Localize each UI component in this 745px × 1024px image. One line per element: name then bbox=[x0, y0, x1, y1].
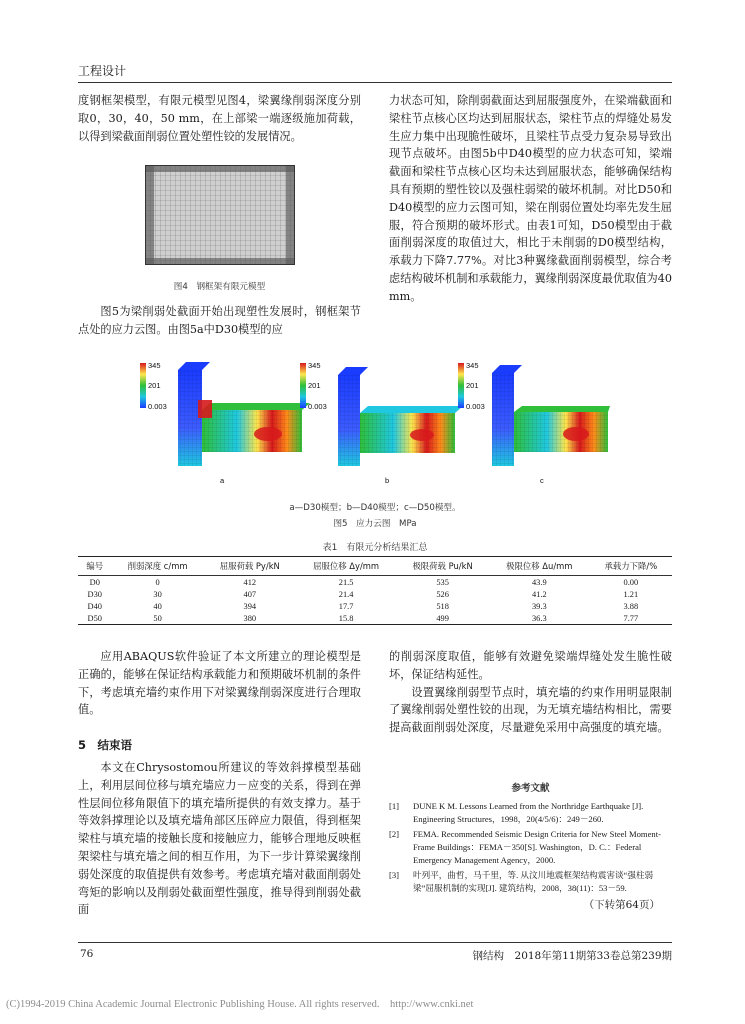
left-column-fig5-text bbox=[78, 303, 361, 339]
journal-info: 钢结构 2018年第11期第33卷总第239期 bbox=[472, 950, 672, 962]
abaqus-paragraph: 应用ABAQUS软件验证了本文所建立的理论模型是正确的，能够在保证结构承载能力和预期破坏机制的条件下，考虑填充墙约束作用下对梁翼缘削弱深度进行合理取值。 bbox=[78, 650, 361, 717]
cell-yield-load: 394 bbox=[243, 601, 257, 611]
copyright-watermark: (C)1994-2019 China Academic Journal Electronic Publishing House. All rights reserved. http://www.cnki.net bbox=[6, 999, 474, 1010]
figure-4-caption: 图4 钢框架有限元模型 bbox=[173, 282, 266, 292]
cell-ultimate-load: 526 bbox=[436, 589, 449, 599]
cell-ultimate-disp: 36.3 bbox=[531, 613, 547, 623]
figure-5b-contour bbox=[300, 361, 463, 485]
cell-yield-disp: 17.7 bbox=[338, 601, 354, 611]
cell-id: D40 bbox=[87, 601, 102, 611]
setting-paragraph: 设置翼缘削弱型节点时，填充墙的约束作用明显限制了翼缘削弱处塑性铰的出现，为无填充墙结构相比，需要提高截面削弱处深度，尽量避免采用中高强度的填充墙。 bbox=[389, 685, 672, 735]
results-table bbox=[78, 557, 672, 624]
cell-ultimate-load: 518 bbox=[436, 601, 449, 611]
col-header-id: 编号 bbox=[78, 557, 112, 576]
cell-capacity-drop: 3.88 bbox=[623, 601, 639, 611]
cell-depth: 50 bbox=[153, 613, 162, 623]
cell-ultimate-disp: 43.9 bbox=[531, 577, 547, 587]
panel-label-c: c bbox=[540, 476, 544, 485]
lower-right-column bbox=[389, 648, 672, 737]
reference-number: [1] bbox=[389, 801, 400, 811]
lower-left-column bbox=[78, 648, 361, 919]
legend-max-a: 345 bbox=[148, 361, 161, 370]
reference-item bbox=[389, 828, 672, 867]
cell-depth: 30 bbox=[153, 589, 162, 599]
figure-5 bbox=[140, 355, 610, 485]
figure-4-mesh bbox=[145, 165, 295, 265]
panel-label-b: b bbox=[385, 476, 390, 485]
legend-min-c: 0.003 bbox=[466, 402, 485, 411]
table-header-row bbox=[78, 557, 672, 576]
references-list bbox=[389, 800, 672, 895]
stress-analysis-paragraph: 力状态可知，除削弱截面达到屈服强度外，在梁端截面和梁柱节点核心区均达到屈服状态，梁柱节点的焊缝处易发生应力集中出现脆性破坏，且梁柱节点受力复杂易导致出现节点破坏。由图5b中D40模型的应力状态可知，梁端截面和梁柱节点核心区均未达到屈服状态，能够确保结构具有预期的塑性铰以及强柱弱梁的破坏机制。对比D50和D40模型的应力云图可知，梁在削弱位置处均率先发生屈服，符合预期的破坏形式。由表1可知，D50模型由于截面削弱深度的取值过大，相比于未削弱的D0模型结构，承载力下降7.77%。对比3种翼缘截面削弱模型，综合考虑结构破坏机制和承载能力，翼缘削弱深度最优取值为40 mm。 bbox=[389, 94, 672, 303]
legend-mid-c: 201 bbox=[466, 381, 479, 390]
table-1 bbox=[78, 556, 672, 625]
legend-mid-b: 201 bbox=[308, 381, 321, 390]
cell-depth: 0 bbox=[155, 577, 160, 587]
header-rule bbox=[78, 82, 672, 83]
legend-min-b: 0.003 bbox=[308, 402, 327, 411]
col-header-ultimate-disp: 极限位移 Δu/mm bbox=[489, 557, 590, 576]
cell-ultimate-load: 535 bbox=[436, 577, 449, 587]
references-title: 参考文献 bbox=[511, 783, 550, 794]
cell-yield-disp: 21.4 bbox=[338, 589, 354, 599]
footer-rule bbox=[78, 942, 672, 943]
page-number: 76 bbox=[80, 948, 94, 960]
conclusion-continued-paragraph: 的削弱深度取值，能够有效避免梁端焊缝处发生脆性破坏，保证结构延性。 bbox=[389, 650, 672, 681]
cell-id: D0 bbox=[89, 577, 100, 587]
col-header-yield-disp: 屈服位移 Δy/mm bbox=[296, 557, 396, 576]
figure-5-legend-caption: a—D30模型；b—D40模型；c—D50模型。 bbox=[289, 503, 461, 513]
cell-yield-disp: 15.8 bbox=[338, 613, 354, 623]
reference-text: FEMA. Recommended Seismic Design Criteria for New Steel Moment-Frame Buildings：FEMA－350[S]. Washington，D. C.：Federal Emergency Management Agency，2000. bbox=[413, 829, 661, 865]
left-column-intro bbox=[78, 92, 361, 145]
continued-note: （下转第64页） bbox=[583, 899, 660, 911]
cell-capacity-drop: 7.77 bbox=[623, 613, 639, 623]
cell-yield-disp: 21.5 bbox=[338, 577, 354, 587]
figure-5a-contour bbox=[140, 361, 310, 485]
reference-text: 叶列平，曲哲，马千里，等. 从汶川地震框架结构震害谈“强柱弱梁”屈服机制的实现[J]. 建筑结构，2008，38(11)：53－59. bbox=[413, 870, 654, 893]
table-row bbox=[78, 576, 672, 589]
fig5-description-paragraph: 图5为梁削弱处截面开始出现塑性发展时，钢框架节点处的应力云图。由图5a中D30模型的应 bbox=[78, 305, 361, 336]
panel-label-a: a bbox=[220, 476, 225, 485]
reference-item bbox=[389, 800, 672, 826]
table-row bbox=[78, 588, 672, 600]
cell-yield-load: 407 bbox=[243, 589, 257, 599]
table-row bbox=[78, 612, 672, 624]
table-1-title: 表1 有限元分析结果汇总 bbox=[322, 543, 428, 553]
cell-depth: 40 bbox=[153, 601, 162, 611]
reference-number: [3] bbox=[389, 870, 400, 880]
table-row bbox=[78, 600, 672, 612]
legend-max-b: 345 bbox=[308, 361, 321, 370]
journal-section-label: 工程设计 bbox=[78, 64, 127, 78]
col-header-depth: 削弱深度 c/mm bbox=[112, 557, 204, 576]
right-column-stress bbox=[389, 92, 672, 306]
col-header-capacity-drop: 承载力下降/% bbox=[590, 557, 672, 576]
cell-ultimate-disp: 39.3 bbox=[531, 601, 547, 611]
figure-5-caption: 图5 应力云图 MPa bbox=[333, 519, 417, 529]
cell-ultimate-load: 499 bbox=[436, 613, 449, 623]
reference-text: DUNE K M. Lessons Learned from the Northridge Earthquake [J]. Engineering Structures，1998，20(4/5/6)：249－260. bbox=[413, 801, 644, 824]
cell-yield-load: 412 bbox=[243, 577, 257, 587]
reference-item bbox=[389, 869, 672, 895]
reference-number: [2] bbox=[389, 829, 400, 839]
col-header-ultimate-load: 极限荷载 Pu/kN bbox=[396, 557, 489, 576]
references bbox=[389, 780, 672, 912]
figure-5c-contour bbox=[458, 361, 610, 485]
cell-id: D50 bbox=[87, 613, 102, 623]
legend-max-c: 345 bbox=[466, 361, 479, 370]
cell-id: D30 bbox=[87, 589, 102, 599]
intro-paragraph: 度钢框架模型，有限元模型见图4，梁翼缘削弱深度分别取0，30，40，50 mm，在上部梁一端逐级施加荷载，以得到梁截面削弱位置处塑性铰的发展情况。 bbox=[78, 94, 361, 143]
conclusion-paragraph: 本文在Chrysostomou所建议的等效斜撑模型基础上，利用层间位移与填充墙应力－应变的关系，得到在弹性层间位移角限值下的填充墙所提供的有效支撑力。基于等效斜撑理论以及填充墙角部区压碎应力限值，得到框架梁柱与填充墙的接触长度和接触应力，能够合理地反映框架梁柱与填充墙之间的相互作用，为下一步计算梁翼缘削弱处深度的取值提供有效参考。考虑填充墙对截面削弱处弯矩的影响以及削弱处截面塑性强度，推导得到削弱处截面 bbox=[78, 760, 361, 917]
legend-mid-a: 201 bbox=[148, 381, 161, 390]
cell-yield-load: 380 bbox=[243, 613, 257, 623]
col-header-yield-load: 屈服荷载 Py/kN bbox=[204, 557, 296, 576]
cell-ultimate-disp: 41.2 bbox=[531, 589, 547, 599]
legend-min-a: 0.003 bbox=[148, 402, 167, 411]
section-5-title: 5 结束语 bbox=[78, 738, 133, 753]
cell-capacity-drop: 0.00 bbox=[623, 577, 639, 587]
cell-capacity-drop: 1.21 bbox=[623, 589, 639, 599]
